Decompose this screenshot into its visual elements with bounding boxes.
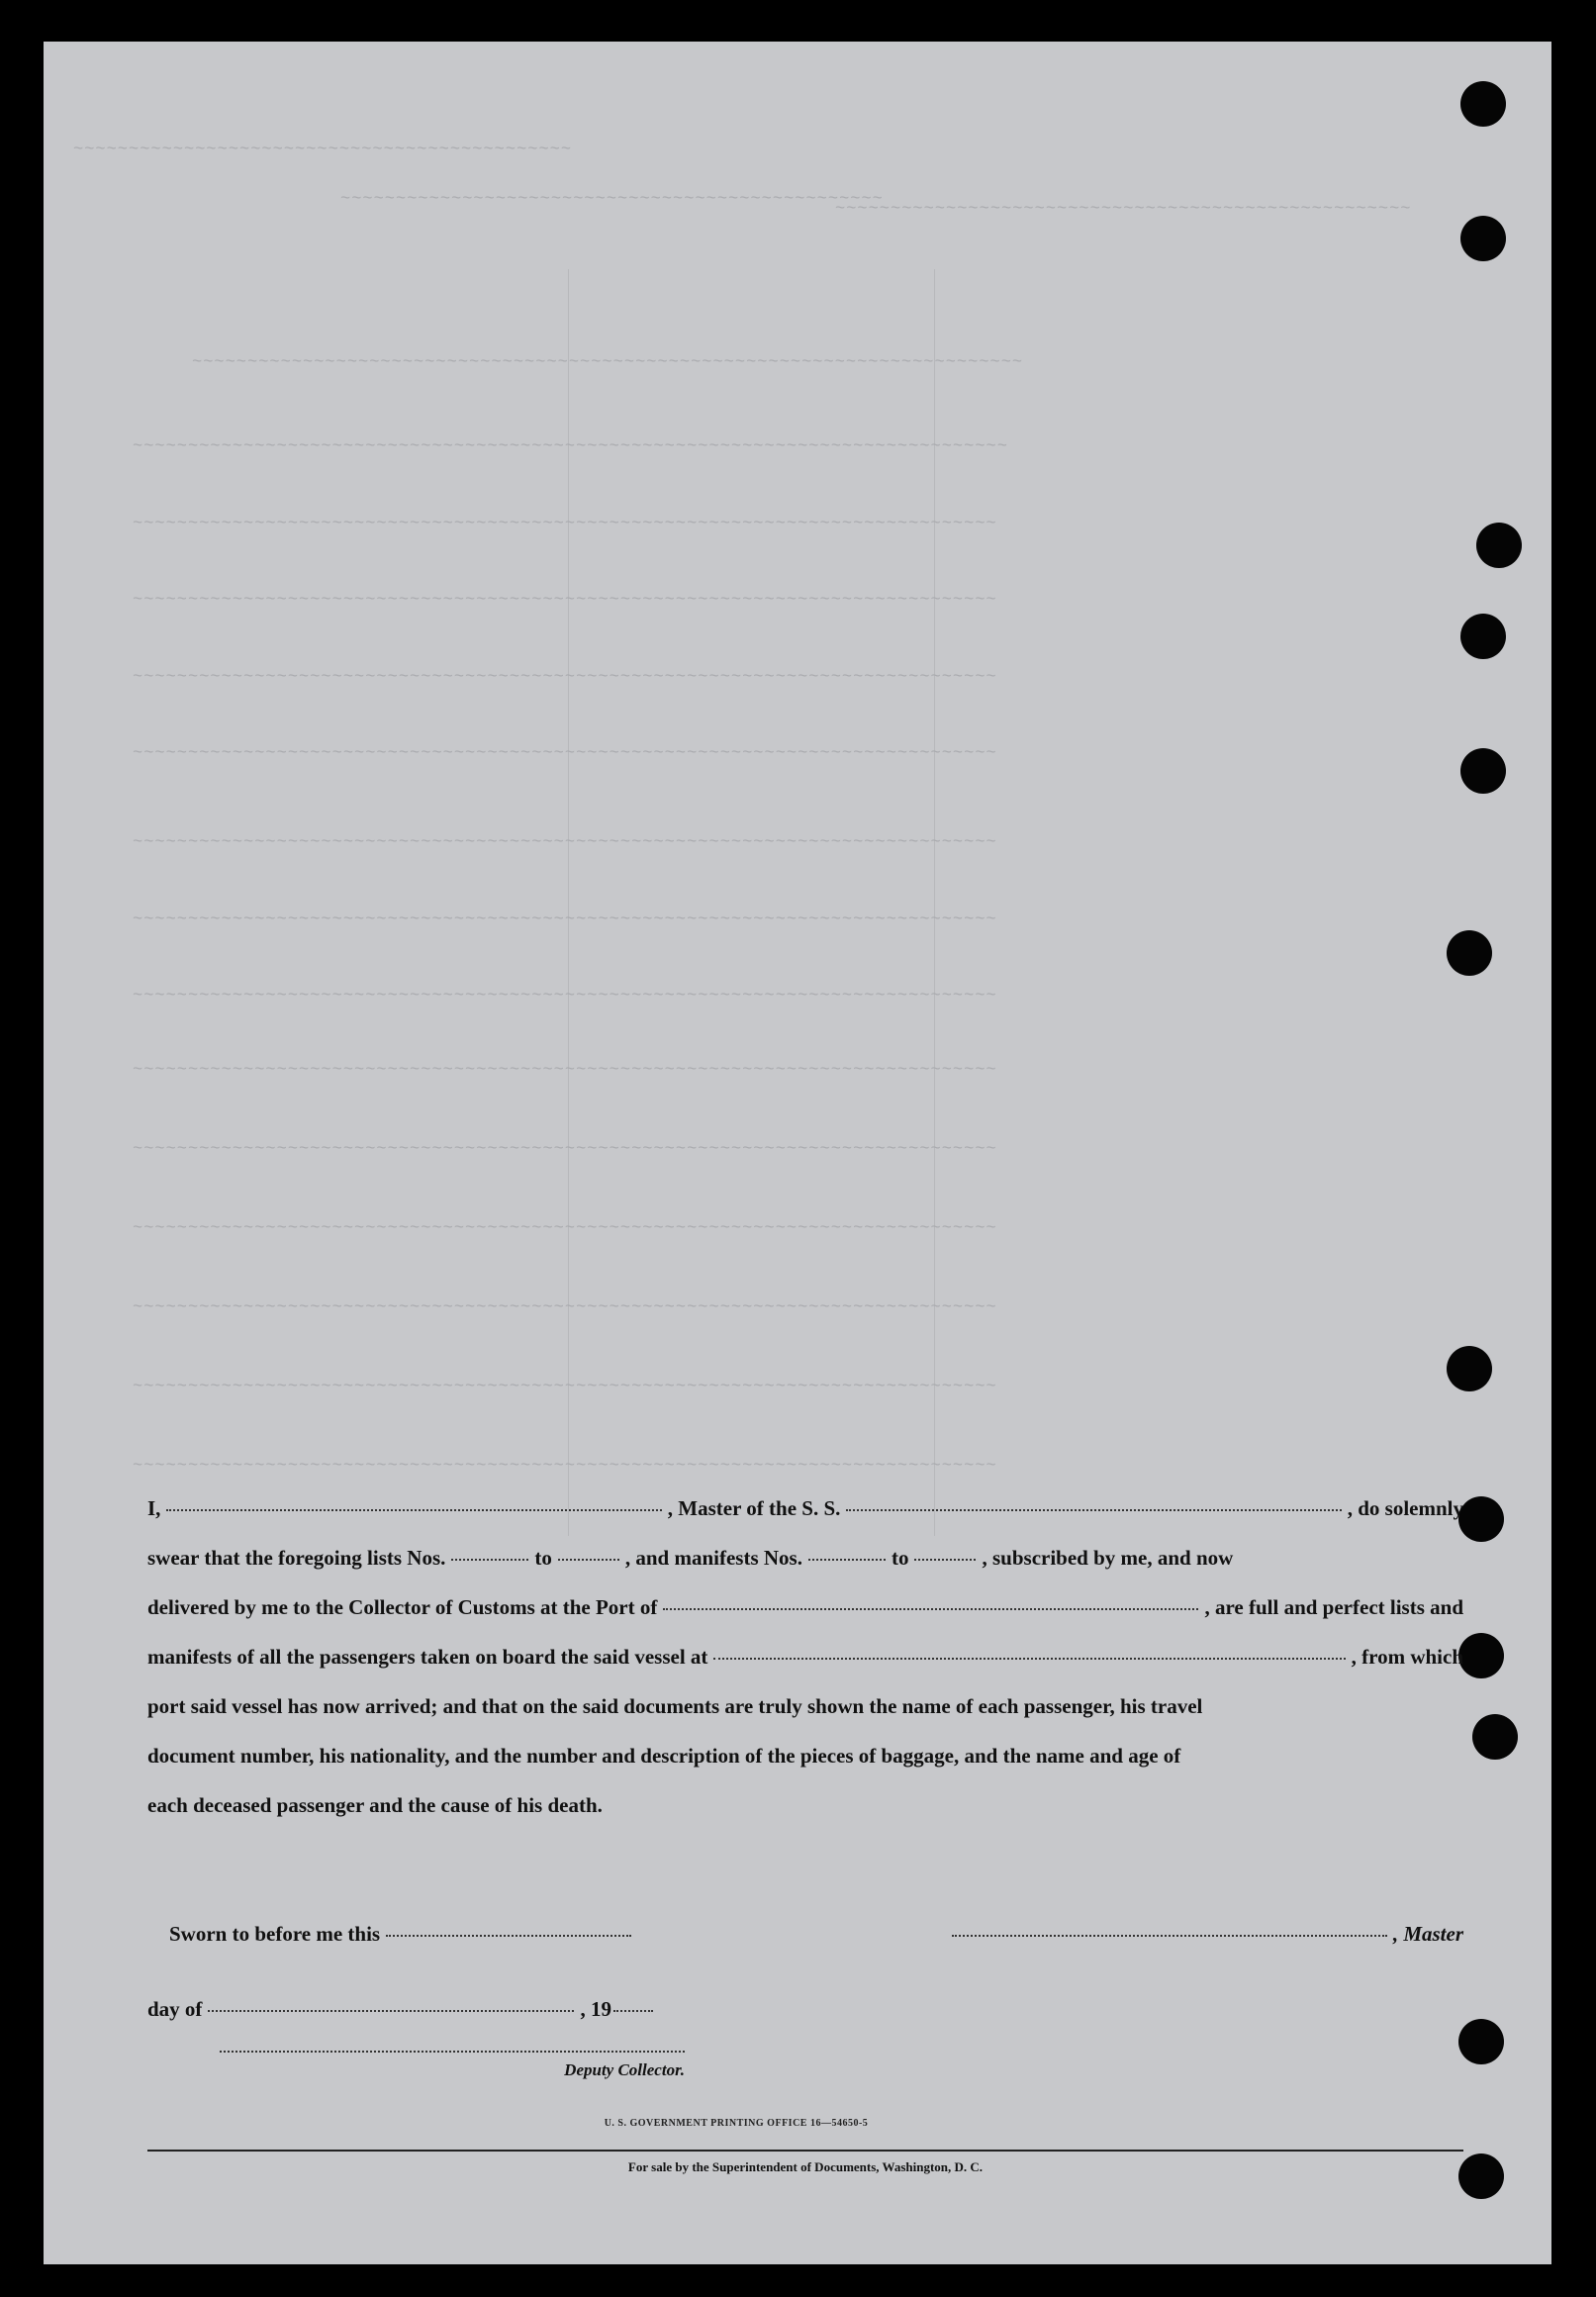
day-of-label: day of: [147, 1997, 203, 2021]
ghost-column-rule: [934, 269, 935, 1536]
oath-full-perfect-label: , are full and perfect lists and: [1204, 1595, 1463, 1619]
oath-delivered-label: delivered by me to the Collector of Customs at the Port of: [147, 1595, 658, 1619]
master-oath: [147, 1496, 1463, 1843]
oath-swear-label: swear that the foregoing lists Nos.: [147, 1546, 446, 1570]
oath-i-label: I,: [147, 1496, 161, 1520]
oath-line-2: [147, 1546, 1463, 1595]
oath-line-1: [147, 1496, 1463, 1546]
ghost-text: ~~~~~~~~~~~~~~~~~~~~~~~~~~~~~~~~~~~~~~~~~~~~~~~~~: [340, 190, 884, 209]
oath-line-5: [147, 1694, 1463, 1744]
oath-line-3: [147, 1595, 1463, 1645]
ghost-text: ~~~~~~~~~~~~~~~~~~~~~~~~~~~~~~~~~~~~~~~~~~~~~~~~~~~~~~~~~~~~~~~~~~~~~~~~~~~~~~: [133, 668, 997, 687]
oath-document-number-text: document number, his nationality, and the number and description of the pieces of baggage, and the name and age of: [147, 1744, 1181, 1768]
port-of-arrival-field[interactable]: [663, 1607, 1198, 1610]
for-sale-note: For sale by the Superintendent of Documents, Washington, D. C.: [627, 2159, 984, 2174]
punch-hole: [1447, 930, 1492, 976]
ghost-text: ~~~~~~~~~~~~~~~~~~~~~~~~~~~~~~~~~~~~~~~~~~~~~~~~~~~~~~~~~~~~~~~~~~~~~~~~~~~~~~: [133, 987, 997, 1005]
oath-line-7: [147, 1793, 1463, 1843]
port-of-departure-field[interactable]: [713, 1657, 1345, 1660]
oath-to-label: to: [534, 1546, 552, 1570]
punch-hole: [1458, 1496, 1504, 1542]
oath-each-deceased-text: each deceased passenger and the cause of his death.: [147, 1793, 603, 1817]
year-field[interactable]: [613, 2009, 653, 2012]
manifest-to-field[interactable]: [914, 1558, 976, 1561]
punch-hole: [1458, 1633, 1504, 1678]
punch-hole: [1460, 748, 1506, 794]
deputy-collector-signature-field[interactable]: [220, 2051, 685, 2053]
ghost-text: ~~~~~~~~~~~~~~~~~~~~~~~~~~~~~~~~~~~~~~~~~~~~~~~~~~~~~~~~~~~~~~~~~~~~~~~~~~~~~~~: [133, 437, 1008, 456]
day-of-row: [147, 1997, 1463, 2047]
sworn-section: [147, 1922, 1463, 2047]
oath-solemnly-label: , do solemnly: [1347, 1496, 1464, 1520]
ghost-text: ~~~~~~~~~~~~~~~~~~~~~~~~~~~~~~~~~~~~~~~~~~~~~~~~~~~~~~~~~~~~~~~~~~~~~~~~~~~~~~: [133, 910, 997, 929]
oath-line-6: [147, 1744, 1463, 1793]
ghost-text: ~~~~~~~~~~~~~~~~~~~~~~~~~~~~~~~~~~~~~~~~~~~~~~~~~~~~~~~~~~~~~~~~~~~~~~~~~~~: [192, 353, 1024, 372]
ghost-column-rule: [568, 269, 569, 1536]
punch-hole: [1447, 1346, 1492, 1391]
punch-hole: [1472, 1714, 1518, 1760]
manifest-page: [44, 42, 1551, 2264]
punch-hole: [1458, 2153, 1504, 2199]
year-prefix-label: , 19: [580, 1997, 611, 2021]
ghost-text: ~~~~~~~~~~~~~~~~~~~~~~~~~~~~~~~~~~~~~~~~~~~~~~~~~~~~~~~~~~~~~~~~~~~~~~~~~~~~~~: [133, 1061, 997, 1080]
list-from-field[interactable]: [451, 1558, 528, 1561]
deputy-collector-label: Deputy Collector.: [564, 2060, 685, 2079]
gpo-imprint: U. S. GOVERNMENT PRINTING OFFICE 16—54650-5: [604, 2118, 869, 2129]
oath-manifests-all-label: manifests of all the passengers taken on board the said vessel at: [147, 1645, 708, 1669]
punch-hole: [1476, 523, 1522, 568]
manifest-from-field[interactable]: [808, 1558, 886, 1561]
list-to-field[interactable]: [558, 1558, 619, 1561]
oath-manifests-label: , and manifests Nos.: [624, 1546, 802, 1570]
sworn-day-field[interactable]: [386, 1934, 631, 1937]
ghost-text: ~~~~~~~~~~~~~~~~~~~~~~~~~~~~~~~~~~~~~~~~~~~~~~~~~~~~~~~~~~~~~~~~~~~~~~~~~~~~~~: [133, 515, 997, 533]
ghost-text: ~~~~~~~~~~~~~~~~~~~~~~~~~~~~~~~~~~~~~~~~~~~~~~~~~~~~: [835, 200, 1412, 219]
punch-hole: [1458, 2019, 1504, 2064]
sworn-row: [147, 1922, 1463, 1971]
oath-from-which-label: , from which: [1351, 1645, 1463, 1669]
month-field[interactable]: [208, 2009, 574, 2012]
ghost-text: ~~~~~~~~~~~~~~~~~~~~~~~~~~~~~~~~~~~~~~~~~~~~~~~~~~~~~~~~~~~~~~~~~~~~~~~~~~~~~~: [133, 833, 997, 852]
ghost-text: ~~~~~~~~~~~~~~~~~~~~~~~~~~~~~~~~~~~~~~~~~~~~~~~~~~~~~~~~~~~~~~~~~~~~~~~~~~~~~~: [133, 591, 997, 610]
ghost-text: ~~~~~~~~~~~~~~~~~~~~~~~~~~~~~~~~~~~~~~~~~~~~~~~~~~~~~~~~~~~~~~~~~~~~~~~~~~~~~~: [133, 1378, 997, 1396]
oath-line-4: [147, 1645, 1463, 1694]
ghost-text: ~~~~~~~~~~~~~~~~~~~~~~~~~~~~~~~~~~~~~~~~~~~~~~~~~~~~~~~~~~~~~~~~~~~~~~~~~~~~~~: [133, 1298, 997, 1317]
punch-hole: [1460, 216, 1506, 261]
oath-port-said-text: port said vessel has now arrived; and that on the said documents are truly shown the name of each passenger, his travel: [147, 1694, 1203, 1718]
punch-hole: [1460, 614, 1506, 659]
master-name-field[interactable]: [166, 1508, 661, 1511]
oath-master-of-label: , Master of the S. S.: [667, 1496, 841, 1520]
sworn-before-label: Sworn to before me this: [169, 1922, 381, 1946]
ghost-text: ~~~~~~~~~~~~~~~~~~~~~~~~~~~~~~~~~~~~~~~~~~~~~: [73, 141, 573, 159]
footer-rule: [147, 2150, 1463, 2152]
ghost-text: ~~~~~~~~~~~~~~~~~~~~~~~~~~~~~~~~~~~~~~~~~~~~~~~~~~~~~~~~~~~~~~~~~~~~~~~~~~~~~~: [133, 1219, 997, 1238]
ghost-text: ~~~~~~~~~~~~~~~~~~~~~~~~~~~~~~~~~~~~~~~~~~~~~~~~~~~~~~~~~~~~~~~~~~~~~~~~~~~~~~: [133, 1140, 997, 1159]
ghost-text: ~~~~~~~~~~~~~~~~~~~~~~~~~~~~~~~~~~~~~~~~~~~~~~~~~~~~~~~~~~~~~~~~~~~~~~~~~~~~~~: [133, 1457, 997, 1476]
ghost-text: ~~~~~~~~~~~~~~~~~~~~~~~~~~~~~~~~~~~~~~~~~~~~~~~~~~~~~~~~~~~~~~~~~~~~~~~~~~~~~~: [133, 744, 997, 763]
oath-to-label-2: to: [891, 1546, 909, 1570]
master-signature-label: , Master: [1392, 1922, 1463, 1946]
oath-subscribed-label: , subscribed by me, and now: [982, 1546, 1234, 1570]
master-signature-field[interactable]: [952, 1934, 1387, 1937]
vessel-name-field[interactable]: [846, 1508, 1341, 1511]
punch-hole: [1460, 81, 1506, 127]
